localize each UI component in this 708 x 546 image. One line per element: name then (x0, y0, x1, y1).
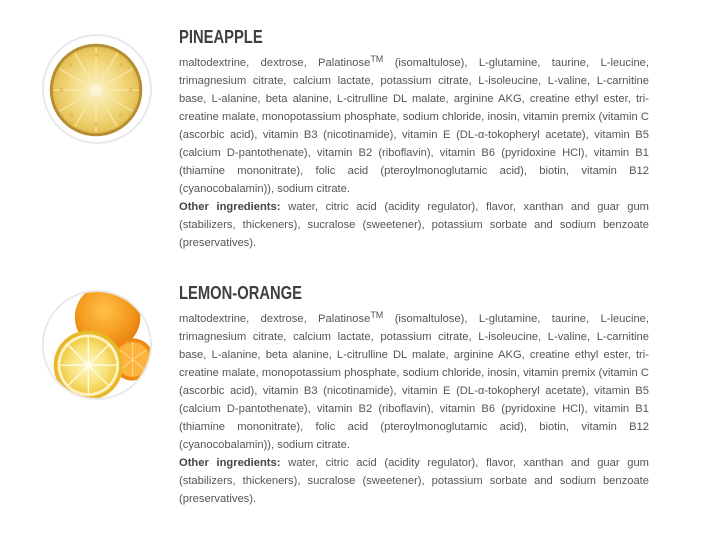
ingredients-text (179, 310, 649, 454)
trademark-mark: TM (370, 54, 384, 64)
other-ingredients-list: water, citric acid (acidity regulator), flavor, xanthan and guar gum (stabilizers, thickeners), sucralose (sweetener), potassium sorbate and sodium benzoate (preservatives). (179, 201, 649, 249)
ingredients-block (179, 310, 649, 508)
ingredients-block (179, 54, 649, 252)
pineapple-slice-icon (42, 34, 152, 144)
other-ingredients-text (179, 198, 649, 252)
ingredients-text (179, 54, 649, 198)
ingredients-text-start: maltodextrine, dextrose, Palatinose (179, 57, 371, 69)
other-ingredients-list: water, citric acid (acidity regulator), flavor, xanthan and guar gum (stabilizers, thickeners), sucralose (sweetener), potassium sorbate and sodium benzoate (preservatives). (179, 457, 649, 505)
ingredients-text-start: maltodextrine, dextrose, Palatinose (179, 313, 371, 325)
lemon-orange-slices-icon (42, 290, 152, 400)
flavor-title: LEMON-ORANGE (179, 283, 302, 303)
other-ingredients-label: Other ingredients: (179, 457, 281, 469)
ingredients-text-rest: (isomaltulose), L-glutamine, taurine, L-leucine, trimagnesium citrate, calcium lactate, potassium citrate, L-isoleucine, L-valine, L-carnitine base, L-alanine, beta alanine, L-citrulline DL malate, arginine AKG, creatine ethyl ester, tri-creatine malate, monopotassium phosphate, sodium chloride, inosin, vitamin premix (vitamin C (ascorbic acid), vitamin B3 (nicotinamide), vitamin E (DL-α-tokopheryl acetate), vitamin B5 (calcium D-pantothenate), vitamin B2 (riboflavin), vitamin B6 (pyridoxine HCl), vitamin B1 (thiamine mononitrate), folic acid (pteroylmonoglutamic acid), biotin, vitamin B12 (cyanocobalamin)), sodium citrate. (179, 57, 649, 195)
other-ingredients-text (179, 454, 649, 508)
flavor-title: PINEAPPLE (179, 27, 263, 47)
ingredients-text-rest: (isomaltulose), L-glutamine, taurine, L-leucine, trimagnesium citrate, calcium lactate, potassium citrate, L-isoleucine, L-valine, L-carnitine base, L-alanine, beta alanine, L-citrulline DL malate, arginine AKG, creatine ethyl ester, tri-creatine malate, monopotassium phosphate, sodium chloride, inosin, vitamin premix (vitamin C (ascorbic acid), vitamin B3 (nicotinamide), vitamin E (DL-α-tokopheryl acetate), vitamin B5 (calcium D-pantothenate), vitamin B2 (riboflavin), vitamin B6 (pyridoxine HCl), vitamin B1 (thiamine mononitrate), folic acid (pteroylmonoglutamic acid), biotin, vitamin B12 (cyanocobalamin)), sodium citrate. (179, 313, 649, 451)
trademark-mark: TM (370, 310, 384, 320)
other-ingredients-label: Other ingredients: (179, 201, 281, 213)
